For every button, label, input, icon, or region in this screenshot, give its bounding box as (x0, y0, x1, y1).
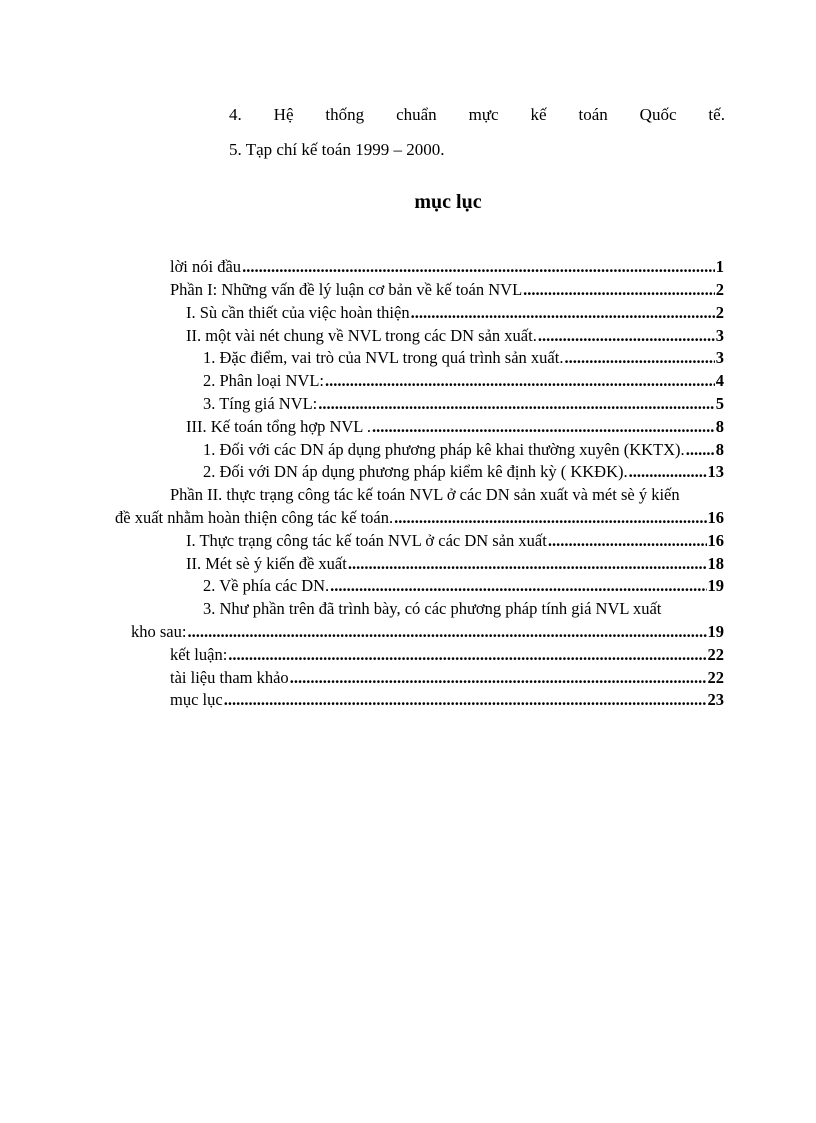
toc-entry-page: 22 (707, 645, 724, 664)
toc-entry-label: mục lục (170, 690, 223, 709)
toc-entry-label: II. Mét sè ý kiến đề xuất (186, 554, 347, 573)
toc-entry-page: 19 (707, 622, 724, 641)
toc-entry-page: 3 (715, 348, 724, 367)
toc-leader (187, 621, 706, 643)
toc-entry-page: 4 (715, 371, 724, 390)
toc-title: mục lục (414, 191, 482, 213)
toc-entry[interactable] (203, 575, 724, 597)
toc-entry-page: 19 (707, 576, 724, 595)
reference-word: chuẩn (396, 105, 437, 124)
toc-entry-page: 1 (715, 257, 724, 276)
toc-leader (242, 256, 715, 278)
toc-entry-page: 5 (715, 394, 724, 413)
toc-entry-label: III. Kế toán tổng hợp NVL . (186, 417, 371, 436)
reference-word: tế. (708, 105, 725, 124)
reference-word: mực (468, 105, 499, 124)
toc-entry-label: 3. Tíng giá NVL: (203, 394, 318, 413)
toc-leader (394, 507, 706, 529)
toc-leader (548, 530, 707, 552)
toc-entry[interactable] (203, 370, 724, 392)
toc-leader (523, 279, 715, 301)
toc-leader (318, 393, 714, 415)
toc-entry-page: 16 (707, 508, 724, 527)
toc-leader (224, 689, 707, 711)
toc-entry-label: 1. Đối với các DN áp dụng phương pháp kê khai thường xuyên (KKTX). (203, 440, 685, 459)
toc-entry[interactable] (115, 507, 724, 529)
toc-entry[interactable] (203, 347, 724, 369)
toc-entry-label: kết luận: (170, 645, 228, 664)
toc-leader (538, 325, 715, 347)
toc-entry-page: 18 (707, 554, 724, 573)
toc-entry-label: 2. Về phía các DN. (203, 576, 330, 595)
toc-entry-page: 22 (707, 668, 724, 687)
toc-entry-label: I. Thực trạng công tác kế toán NVL ở các DN sản xuất (186, 531, 547, 550)
toc-entry-page: 16 (707, 531, 724, 550)
toc-leader (372, 416, 715, 438)
toc-entry[interactable] (186, 530, 724, 552)
toc-entry[interactable] (170, 256, 724, 278)
reference-word: kế (530, 105, 547, 124)
toc-leader (228, 644, 706, 666)
toc-entry-page: 8 (715, 440, 724, 459)
reference-item-5: 5. Tạp chí kế toán 1999 – 2000. (229, 140, 445, 159)
toc-leader (348, 553, 707, 575)
toc-entry[interactable] (186, 325, 724, 347)
reference-item-4 (229, 105, 725, 125)
toc-entry-label-line2: kho sau: (131, 622, 187, 641)
toc-leader (411, 302, 715, 324)
toc-leader (686, 439, 715, 461)
toc-entry-label-line1[interactable]: 3. Như phần trên đã trình bày, có các phương pháp tính giá NVL xuất (203, 599, 662, 618)
reference-word: thống (325, 105, 365, 124)
toc-entry[interactable] (170, 644, 724, 666)
toc-entry[interactable] (203, 393, 724, 415)
toc-entry[interactable] (203, 461, 724, 483)
toc-entry-page: 8 (715, 417, 724, 436)
reference-word: Hệ (273, 105, 294, 124)
toc-entry[interactable] (170, 279, 724, 301)
toc-leader (330, 575, 706, 597)
toc-entry-label: tài liệu tham khảo (170, 668, 289, 687)
toc-entry-label: 1. Đặc điểm, vai trò của NVL trong quá trình sản xuất. (203, 348, 564, 367)
toc-entry[interactable] (170, 667, 724, 689)
toc-leader (290, 667, 707, 689)
toc-entry[interactable] (186, 302, 724, 324)
toc-entry[interactable] (170, 689, 724, 711)
toc-entry-label: lời nói đầu (170, 257, 242, 276)
toc-entry-label: I. Sù cần thiết của việc hoàn thiện (186, 303, 410, 322)
toc-entry-page: 2 (715, 303, 724, 322)
toc-leader (629, 461, 707, 483)
toc-entry-label-line1[interactable]: Phần II. thực trạng công tác kế toán NVL ở các DN sản xuất và mét sè ý kiến (170, 485, 680, 504)
toc-leader (325, 370, 715, 392)
toc-entry[interactable] (186, 416, 724, 438)
toc-entry-label: Phần I: Những vấn đề lý luận cơ bản về kế toán NVL (170, 280, 523, 299)
toc-entry-page: 2 (715, 280, 724, 299)
toc-entry-page: 23 (707, 690, 724, 709)
toc-entry-page: 3 (715, 326, 724, 345)
toc-entry[interactable] (186, 553, 724, 575)
toc-entry-page: 13 (707, 462, 724, 481)
toc-entry-label: 2. Đối với DN áp dụng phương pháp kiểm kê định kỳ ( KKĐK). (203, 462, 628, 481)
toc-entry-label: 2. Phân loại NVL: (203, 371, 324, 390)
toc-entry[interactable] (203, 439, 724, 461)
toc-entry[interactable] (131, 621, 724, 643)
toc-leader (564, 347, 714, 369)
reference-word: 4. (229, 105, 242, 124)
toc-entry-label-line2: đề xuất nhằm hoàn thiện công tác kế toán. (115, 508, 394, 527)
toc-entry-label: II. một vài nét chung về NVL trong các DN sản xuất. (186, 326, 537, 345)
reference-word: toán (578, 105, 608, 124)
reference-word: Quốc (639, 105, 677, 124)
